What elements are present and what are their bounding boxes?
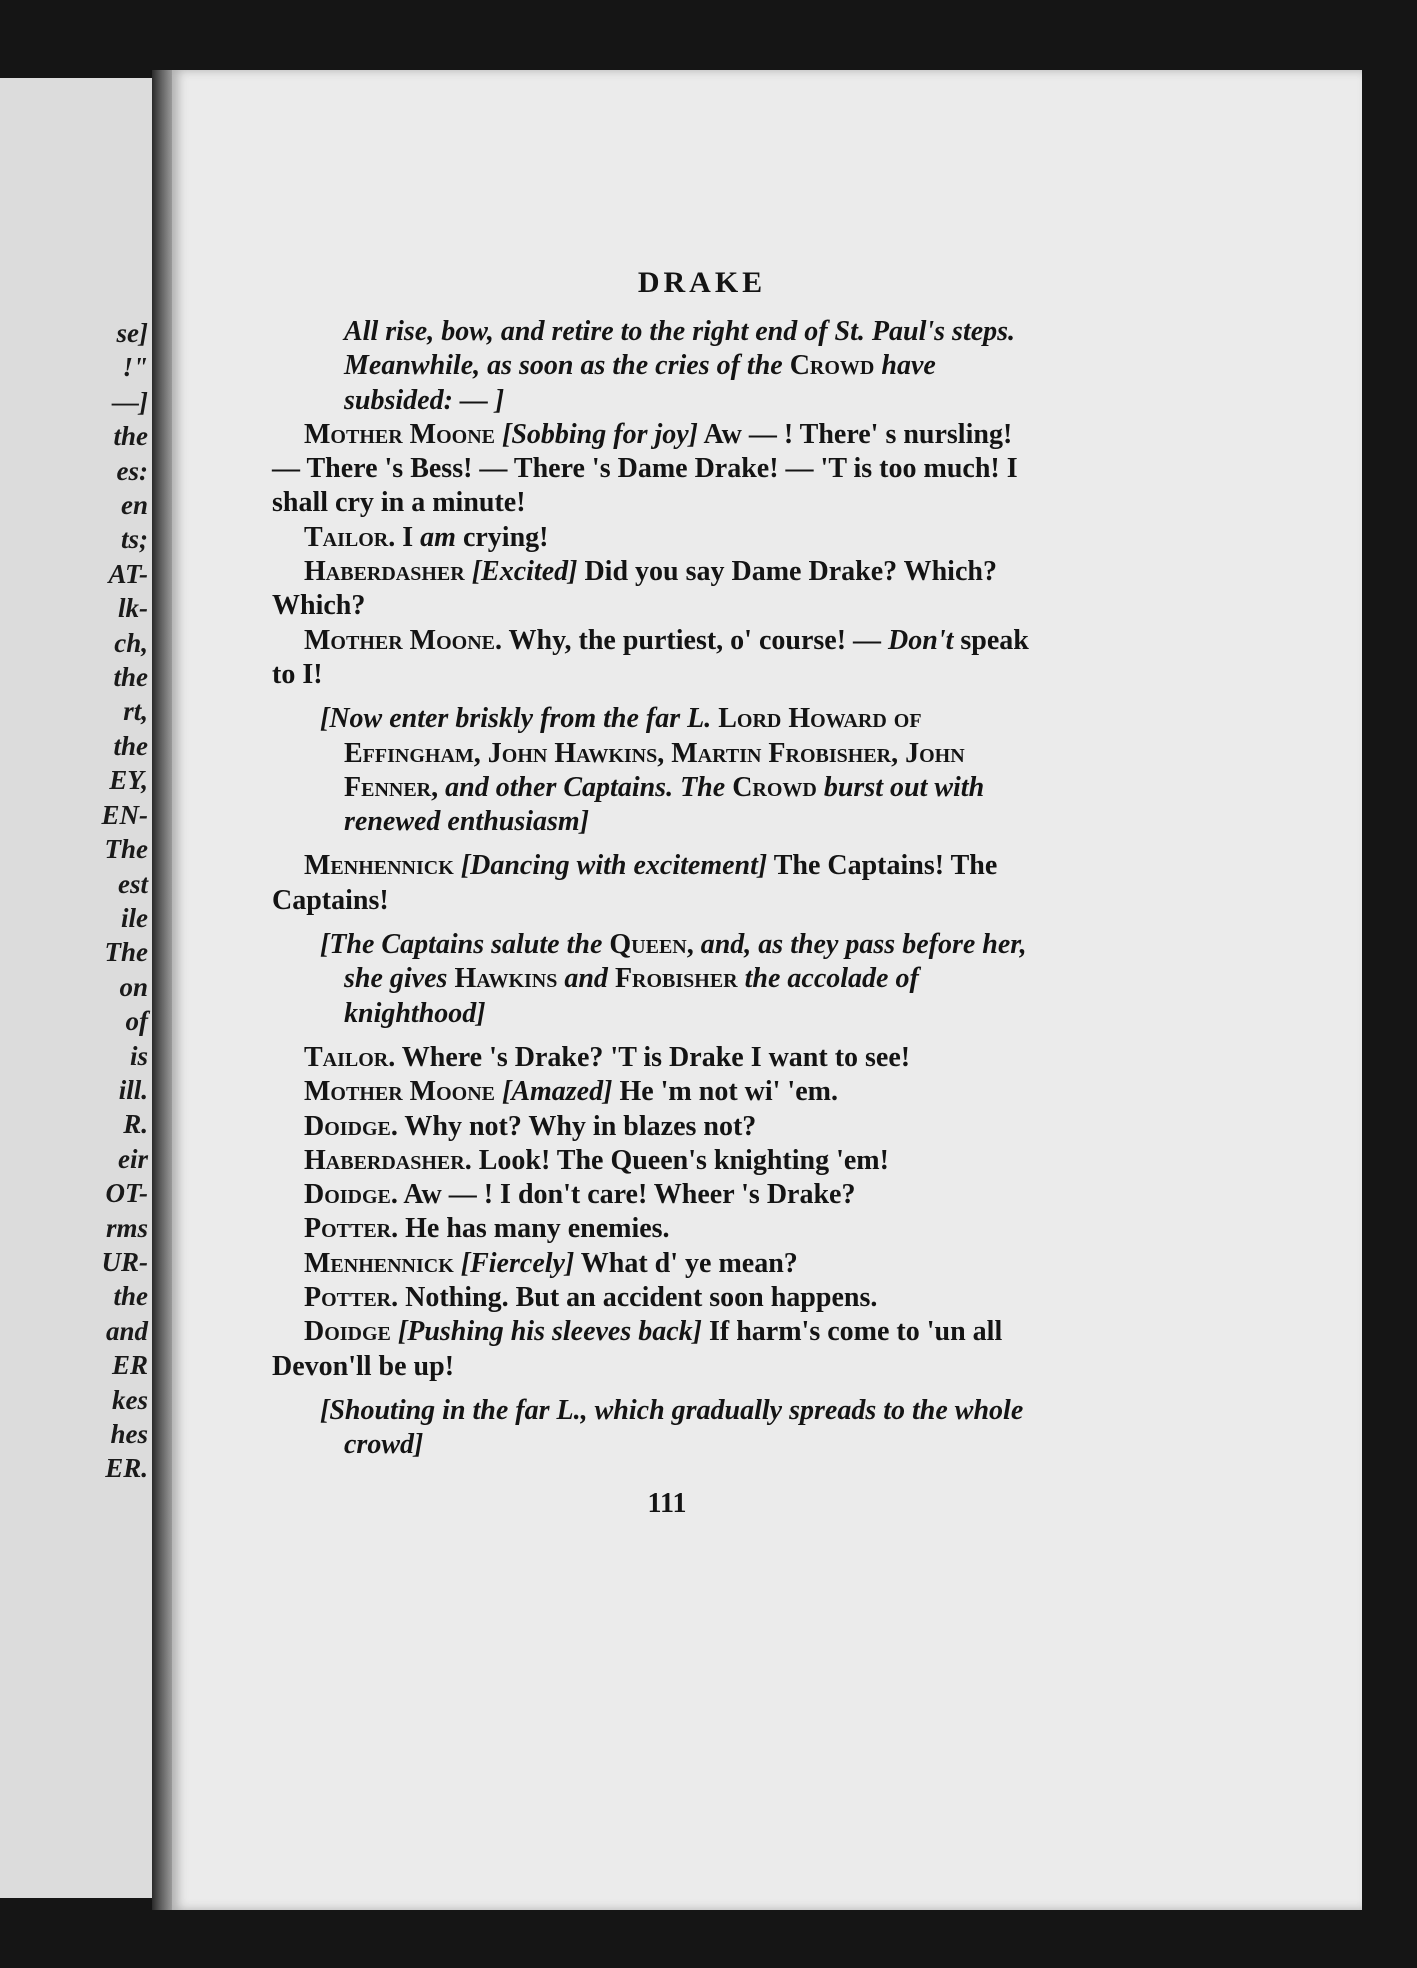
speech-mother-moone: Mother Moone [Sobbing for joy] Aw — ! There' s nursling! — There 's Bess! — There 's Dame Drake! — 'T is too much! I shall cry in a minute! bbox=[272, 418, 1018, 519]
left-fragment: ER. bbox=[105, 1453, 148, 1484]
left-fragment: OT- bbox=[105, 1178, 148, 1209]
speech-potter: Potter. Nothing. But an accident soon happens. bbox=[304, 1282, 878, 1314]
left-fragment: on bbox=[119, 971, 148, 1002]
speech-mother-moone: Mother Moone [Amazed] He 'm not wi' 'em. bbox=[304, 1076, 838, 1108]
stage-direction: [The Captains salute the Queen, and, as they pass before her, she gives Hawkins and Frobisher the accolade of knighthood] bbox=[320, 929, 1027, 1029]
left-fragment: and bbox=[105, 1315, 148, 1346]
left-fragment: rms bbox=[105, 1212, 148, 1243]
left-facing-page bbox=[0, 78, 152, 1898]
left-fragment: se] bbox=[116, 318, 148, 348]
left-page-text-fragments bbox=[0, 316, 148, 1486]
page-number: 111 bbox=[647, 1487, 687, 1519]
left-fragment: !" bbox=[122, 352, 148, 383]
left-fragment: ts; bbox=[121, 524, 148, 555]
left-fragment: The bbox=[104, 937, 148, 968]
speech-doidge: Doidge. Why not? Why in blazes not? bbox=[304, 1110, 757, 1142]
left-fragment: ER bbox=[111, 1350, 148, 1381]
left-fragment: ch, bbox=[114, 627, 148, 658]
left-fragment: the bbox=[113, 730, 148, 761]
left-fragment: hes bbox=[110, 1419, 148, 1449]
right-page bbox=[172, 70, 1362, 1910]
left-fragment: of bbox=[125, 1006, 148, 1037]
left-fragment: en bbox=[121, 490, 148, 521]
speech-haberdasher: Haberdasher. Look! The Queen's knighting 'em! bbox=[304, 1144, 889, 1176]
left-fragment: ill. bbox=[118, 1074, 148, 1105]
speech-doidge: Doidge [Pushing his sleeves back] If harm's come to 'un all Devon'll be up! bbox=[272, 1316, 1003, 1382]
left-fragment: R. bbox=[123, 1109, 148, 1140]
left-fragment: es: bbox=[116, 455, 148, 486]
left-fragment: The bbox=[104, 834, 148, 865]
left-fragment: EY, bbox=[109, 765, 148, 796]
left-fragment: eir bbox=[118, 1143, 148, 1174]
book-gutter bbox=[152, 70, 172, 1910]
speech-menhennick: Menhennick [Dancing with excitement] The Captains! The Captains! bbox=[272, 850, 998, 916]
left-fragment: ile bbox=[121, 902, 148, 933]
speech-haberdasher: Haberdasher [Excited] Did you say Dame Drake? Which? Which? bbox=[272, 556, 997, 622]
speech-mother-moone: Mother Moone. Why, the purtiest, o' course! — Don't speak to I! bbox=[272, 624, 1029, 690]
stage-direction: [Now enter briskly from the far L. Lord Howard of Effingham, John Hawkins, Martin Frobisher, John Fenner, and other Captains. The Crowd burst out with renewed enthusiasm] bbox=[320, 703, 985, 838]
speech-doidge: Doidge. Aw — ! I don't care! Wheer 's Drake? bbox=[304, 1179, 856, 1211]
left-fragment: UR- bbox=[101, 1246, 148, 1277]
left-fragment: the bbox=[113, 421, 148, 452]
left-fragment: the bbox=[113, 662, 148, 693]
speech-potter: Potter. He has many enemies. bbox=[304, 1213, 670, 1245]
left-fragment: the bbox=[113, 1281, 148, 1312]
left-fragment: kes bbox=[112, 1384, 148, 1415]
left-fragment: lk- bbox=[118, 593, 148, 624]
page-text bbox=[272, 265, 1032, 1521]
left-fragment: est bbox=[118, 868, 148, 899]
left-fragment: EN- bbox=[101, 799, 148, 830]
speech-menhennick: Menhennick [Fiercely] What d' ye mean? bbox=[304, 1247, 798, 1279]
left-fragment: rt, bbox=[123, 696, 148, 727]
left-fragment: AT- bbox=[108, 558, 148, 589]
left-fragment: is bbox=[129, 1040, 148, 1071]
left-fragment: —] bbox=[112, 386, 148, 417]
stage-direction: [Shouting in the far L., which gradually spreads to the whole crowd] bbox=[320, 1394, 1024, 1461]
speech-tailor: Tailor. Where 's Drake? 'T is Drake I want to see! bbox=[304, 1041, 911, 1073]
running-head: DRAKE bbox=[637, 266, 767, 299]
stage-direction: All rise, bow, and retire to the right end of St. Paul's steps. Meanwhile, as soon as the cries of the Crowd have subsided: — ] bbox=[344, 316, 1016, 416]
speech-tailor: Tailor. I am crying! bbox=[304, 521, 549, 553]
